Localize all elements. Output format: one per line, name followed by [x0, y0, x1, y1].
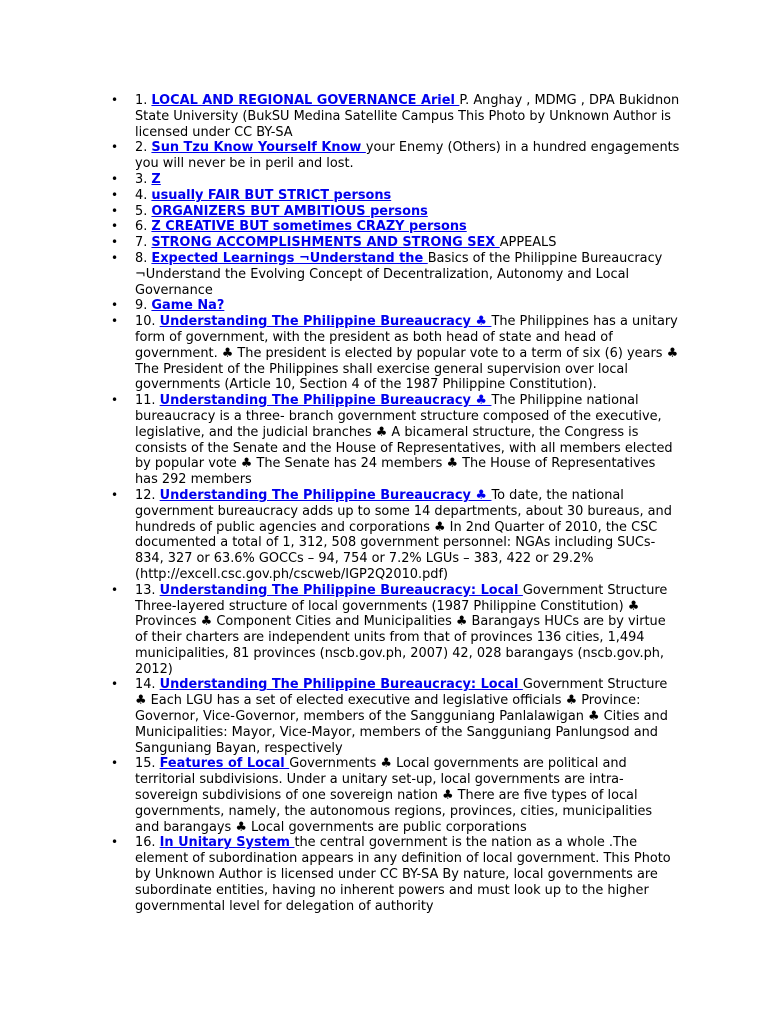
item-text: the central government is the nation as a whole .The element of subordination appears in any definition of local government. This Photo by Unknown Author is licensed under CC BY-SA By nature, local governments are subordinate entities, having no inherent powers and must look up to the higher governmental level for delegation of authority	[135, 835, 671, 914]
slide-link[interactable]: Features of Local	[159, 756, 290, 772]
bullet-icon: •	[111, 582, 119, 597]
bullet-icon: •	[111, 187, 119, 202]
item-number: 12.	[135, 487, 156, 503]
item-number: 13.	[135, 582, 156, 598]
bullet-icon: •	[111, 298, 119, 313]
slide-link[interactable]: In Unitary System	[159, 835, 295, 851]
slide-link[interactable]: Expected Learnings ¬Understand the	[151, 250, 428, 266]
slide-link[interactable]: Z CREATIVE BUT sometimes CRAZY persons	[151, 219, 467, 235]
item-number: 15.	[135, 756, 156, 772]
item-number: 4.	[135, 187, 148, 203]
list-item	[111, 235, 680, 251]
item-number: 1.	[135, 93, 148, 108]
slide-link[interactable]: Understanding The Philippine Bureaucracy ♣	[159, 314, 492, 330]
item-text: Government Structure ♣ Each LGU has a set of elected executive and legislative officials ♣ Province: Governor, Vice-Governor, members of the Sangguniang Panlalawigan ♣ Cities and Municipalities: Mayor, Vice-Mayor, members of the Sangguniang Panlungsod and Sanguniang Bayan, respectively	[135, 677, 668, 756]
item-text: The Philippine national bureaucracy is a three- branch government structure composed of the executive, legislative, and the judicial branches ♣ A bicameral structure, the Congress is consists of the Senate and the House of Representatives, with all members elected by popular vote ♣ The Senate has 24 members ♣ The House of Representatives has 292 members	[135, 393, 673, 488]
item-number: 11.	[135, 393, 156, 409]
item-text: To date, the national government bureaucracy adds up to some 14 departments, about 30 bureaus, and hundreds of public agencies and corporations ♣ In 2nd Quarter of 2010, the CSC documented a total of 1, 312, 508 government personnel: NGAs including SUCs- 834, 327 or 63.6% GOCCs – 94, 754 or 7.2% LGUs – 383, 422 or 29.2% (http://excell.csc.gov.ph/cscweb/IGP2Q2010.pdf)	[135, 487, 672, 582]
bullet-icon: •	[111, 487, 119, 502]
list-item	[111, 93, 680, 140]
item-number: 14.	[135, 677, 156, 693]
slide-link[interactable]: ORGANIZERS BUT AMBITIOUS persons	[151, 203, 428, 219]
slide-link[interactable]: STRONG ACCOMPLISHMENTS AND STRONG SEX	[151, 235, 500, 251]
bullet-icon: •	[111, 677, 119, 692]
list-item	[111, 187, 680, 204]
item-text: The Philippines has a unitary form of government, with the president as both head of state and head of government. ♣ The president is elected by popular vote to a term of six (6) years ♣ The President of the Philippines shall exercise general supervision over local governments (Article 10, Section 4 of the 1987 Philippine Constitution).	[135, 314, 679, 393]
list-item	[111, 171, 680, 188]
slide-link[interactable]: LOCAL AND REGIONAL GOVERNANCE Ariel	[151, 93, 460, 108]
bullet-icon: •	[111, 314, 119, 329]
item-text: Governments ♣ Local governments are political and territorial subdivisions. Under a unitary set-up, local governments are intra- sovereign subdivisions of one sovereign nation ♣ There are five types of local governments, namely, the autonomous regions, provinces, cities, municipalities and barangays ♣ Local governments are public corporations	[135, 756, 653, 835]
item-number: 9.	[135, 298, 148, 314]
item-text: Basics of the Philippine Bureaucracy ¬Understand the Evolving Concept of Decentralization, Autonomy and Local Governance	[135, 250, 663, 298]
item-number: 10.	[135, 314, 156, 330]
bullet-icon: •	[111, 250, 119, 265]
slide-link[interactable]: Understanding The Philippine Bureaucracy ♣	[159, 487, 492, 503]
bullet-icon: •	[111, 835, 119, 850]
slide-link[interactable]: usually FAIR BUT STRICT persons	[151, 187, 392, 203]
item-number: 3.	[135, 171, 148, 187]
list-item	[111, 756, 680, 835]
list-item	[111, 250, 680, 298]
list-item	[111, 140, 680, 172]
bullet-icon: •	[111, 171, 119, 186]
item-text: P. Anghay , MDMG , DPA Bukidnon State University (BukSU Medina Satellite Campus This Photo by Unknown Author is licensed under CC BY-SA	[135, 93, 680, 140]
list-item	[111, 314, 680, 393]
item-number: 5.	[135, 203, 148, 219]
slide-link[interactable]: Game Na?	[151, 298, 225, 314]
item-number: 16.	[135, 835, 156, 851]
bullet-icon: •	[111, 393, 119, 408]
list-item	[111, 219, 680, 235]
slide-link[interactable]: Sun Tzu Know Yourself Know	[151, 140, 366, 156]
item-text: APPEALS	[499, 235, 557, 251]
bullet-icon: •	[111, 93, 119, 107]
item-text: Government Structure Three-layered structure of local governments (1987 Philippine Constitution) ♣ Provinces ♣ Component Cities and Municipalities ♣ Barangays HUCs are by virtue of their charters are independent units from that of provinces 136 cities, 1,494 municipalities, 81 provinces (nscb.gov.ph, 2007) 42, 028 barangays (nscb.gov.ph, 2012)	[135, 582, 668, 677]
list-item	[111, 835, 680, 914]
slide-link[interactable]: Z	[151, 171, 161, 187]
list-item	[111, 393, 680, 488]
bullet-icon: •	[111, 219, 119, 234]
slide-outline-list	[111, 93, 680, 914]
item-number: 6.	[135, 219, 148, 235]
list-item	[111, 677, 680, 756]
list-item	[111, 487, 680, 583]
list-item	[111, 203, 680, 220]
bullet-icon: •	[111, 235, 119, 250]
bullet-icon: •	[111, 203, 119, 218]
item-number: 7.	[135, 235, 148, 251]
item-text: your Enemy (Others) in a hundred engagements you will never be in peril and lost.	[135, 140, 680, 172]
list-item	[111, 582, 680, 678]
list-item	[111, 298, 680, 314]
bullet-icon: •	[111, 756, 119, 771]
bullet-icon: •	[111, 140, 119, 155]
slide-link[interactable]: Understanding The Philippine Bureaucracy: Local	[159, 582, 523, 598]
slide-link[interactable]: Understanding The Philippine Bureaucracy ♣	[159, 393, 492, 409]
slide-link[interactable]: Understanding The Philippine Bureaucracy: Local	[159, 677, 523, 693]
item-number: 8.	[135, 250, 148, 266]
item-number: 2.	[135, 140, 148, 156]
